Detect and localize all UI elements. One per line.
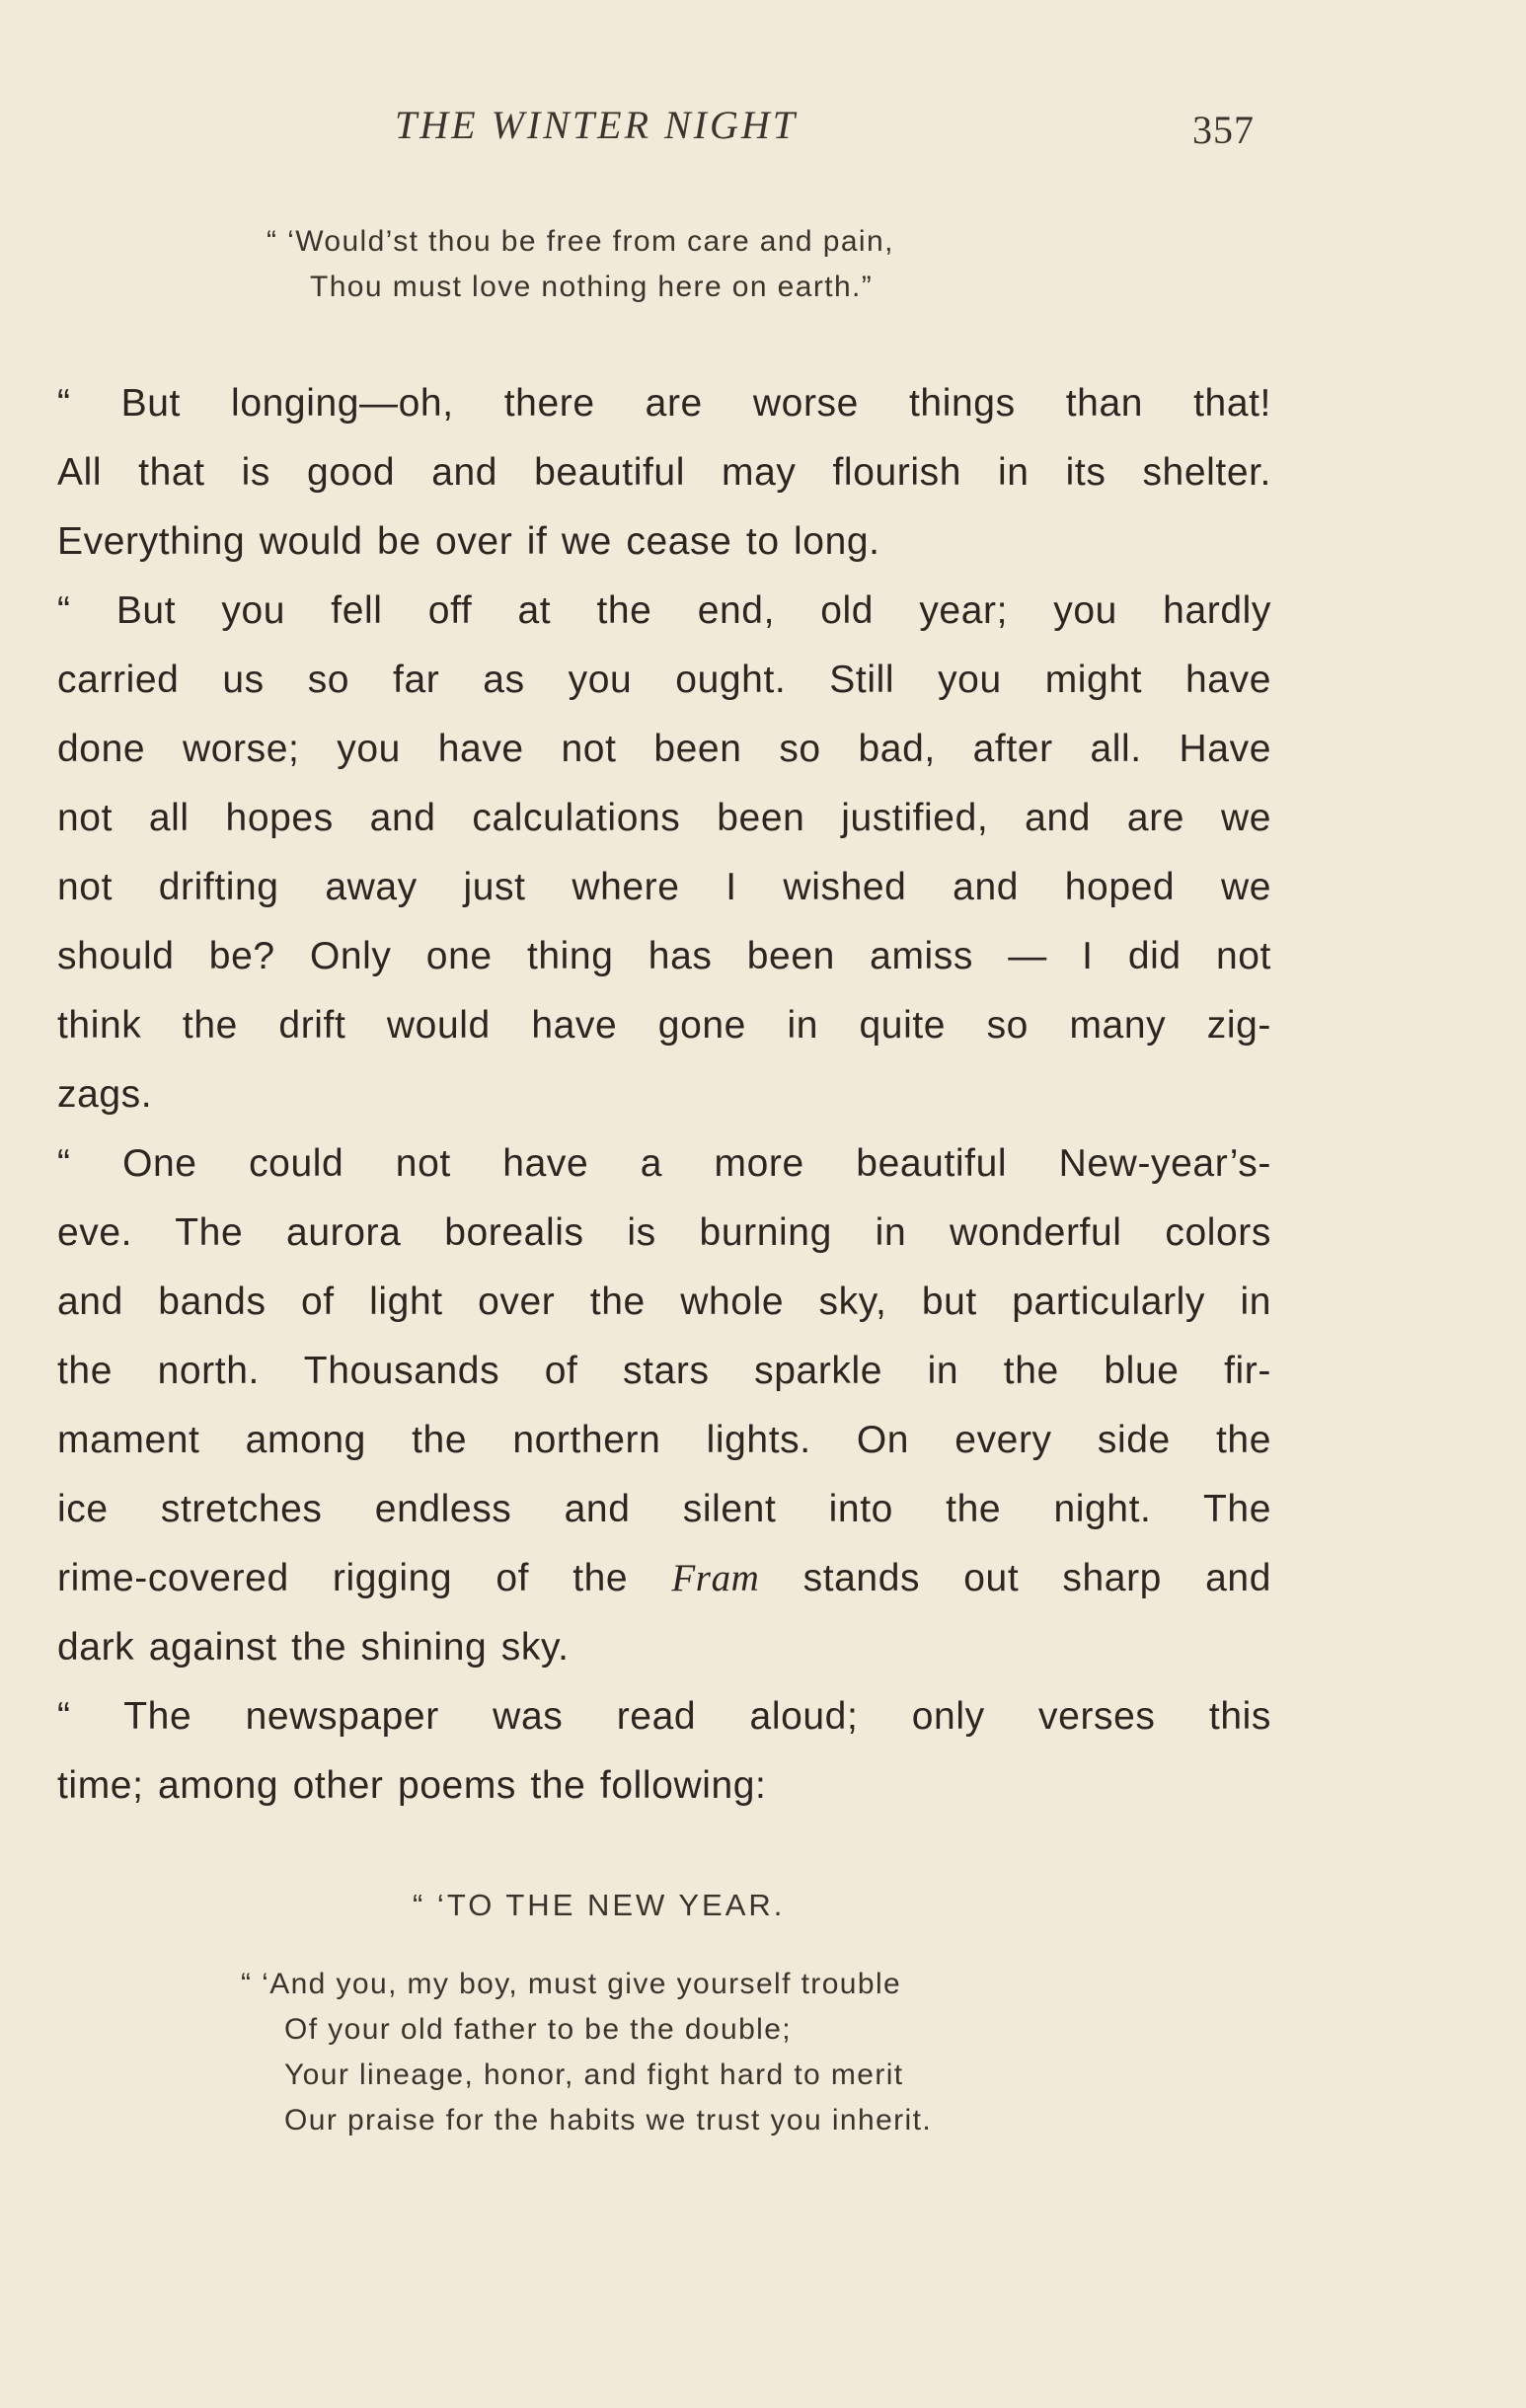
epigraph-line: Thou must love nothing here on earth.” — [310, 271, 874, 303]
paragraph-line: dark against the shining sky. — [57, 1626, 570, 1669]
epigraph-verse — [267, 219, 894, 310]
poem-line: Of your old father to be the double; — [284, 2013, 793, 2046]
paragraph-line: time; among other poems the following: — [57, 1764, 767, 1807]
paragraph-line: the north. Thousands of stars sparkle in the blue fir- — [57, 1350, 1271, 1392]
poem-title: “ ‘TO THE NEW YEAR. — [413, 1888, 786, 1922]
epigraph-line: “ ‘Would’st thou be free from care and pain, — [267, 225, 894, 258]
paragraph-line: and bands of light over the whole sky, but particularly in — [57, 1281, 1271, 1323]
paragraph-line: carried us so far as you ought. Still you might have — [57, 659, 1271, 701]
paragraph-line: not drifting away just where I wished and hoped we — [57, 866, 1271, 908]
paragraph-line: All that is good and beautiful may flourish in its shelter. — [57, 451, 1271, 494]
paragraph-line: ice stretches endless and silent into the night. The — [57, 1488, 1271, 1530]
paragraph-line: zags. — [57, 1073, 153, 1116]
rigging-text-after: stands out sharp and — [759, 1557, 1271, 1599]
poem-verse — [241, 1962, 932, 2143]
paragraph-line: think the drift would have gone in quite so many zig- — [57, 1004, 1271, 1047]
body-text — [57, 369, 1271, 1821]
poem-line: Your lineage, honor, and fight hard to merit — [284, 2058, 904, 2091]
paragraph-line: “ But you fell off at the end, old year; you hardly — [57, 589, 1271, 632]
paragraph-line: done worse; you have not been so bad, after all. Have — [57, 728, 1271, 770]
page-number: 357 — [1192, 108, 1255, 152]
paragraph-line: not all hopes and calculations been justified, and are we — [57, 797, 1271, 839]
paragraph-line: should be? Only one thing has been amiss — I did not — [57, 935, 1271, 977]
paragraph-line: “ The newspaper was read aloud; only verses this — [57, 1695, 1271, 1738]
paragraph-line-rigging — [57, 1544, 1271, 1613]
paragraph-line: mament among the northern lights. On every side the — [57, 1419, 1271, 1461]
paragraph-line: “ One could not have a more beautiful New-year’s- — [57, 1142, 1271, 1185]
paragraph-line: Everything would be over if we cease to long. — [57, 520, 880, 563]
ship-name-fram: Fram — [671, 1557, 760, 1599]
rigging-text-before: rime-covered rigging of the — [57, 1557, 672, 1599]
paragraph-line: “ But longing—oh, there are worse things than that! — [57, 382, 1271, 425]
paragraph-line: eve. The aurora borealis is burning in wonderful colors — [57, 1211, 1271, 1254]
running-title: THE WINTER NIGHT — [395, 103, 799, 147]
poem-line: “ ‘And you, my boy, must give yourself trouble — [241, 1968, 902, 2000]
poem-line: Our praise for the habits we trust you inherit. — [284, 2104, 933, 2136]
